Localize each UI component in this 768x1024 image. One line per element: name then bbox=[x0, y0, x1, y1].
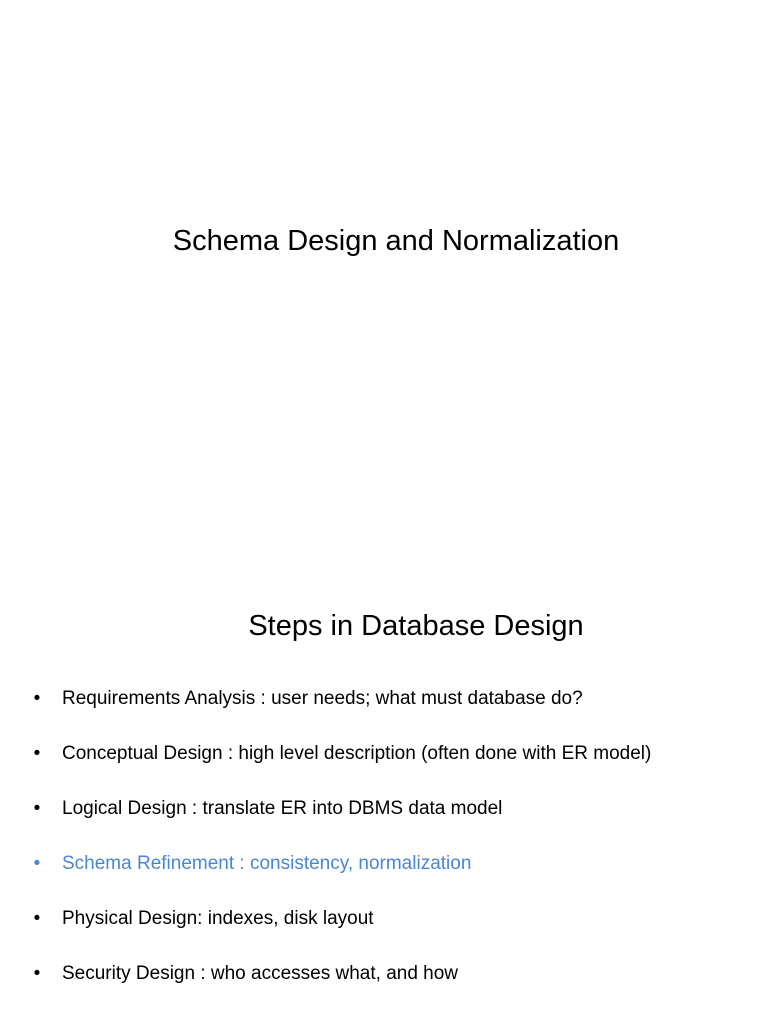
bullet-text: Physical Design: indexes, disk layout bbox=[62, 908, 374, 929]
bullet-text: Logical Design : translate ER into DBMS data model bbox=[62, 798, 503, 819]
bullet-item bbox=[0, 793, 768, 848]
bullet-icon: • bbox=[33, 688, 41, 709]
bullet-item-highlighted bbox=[0, 848, 768, 903]
bullet-text: Requirements Analysis : user needs; what must database do? bbox=[62, 688, 583, 709]
bullet-icon: • bbox=[33, 798, 41, 819]
bullet-icon: • bbox=[33, 963, 41, 984]
bullet-list bbox=[0, 683, 768, 1013]
bullet-item bbox=[0, 958, 768, 1013]
bullet-icon: • bbox=[33, 853, 41, 874]
bullet-icon: • bbox=[33, 743, 41, 764]
slide-1-title: Schema Design and Normalization bbox=[172, 225, 620, 257]
bullet-text: Conceptual Design : high level description (often done with ER model) bbox=[62, 743, 652, 764]
bullet-text: Schema Refinement : consistency, normalization bbox=[62, 853, 472, 874]
bullet-item bbox=[0, 738, 768, 793]
slide-2-title: Steps in Database Design bbox=[248, 610, 584, 642]
bullet-item bbox=[0, 903, 768, 958]
bullet-text: Security Design : who accesses what, and how bbox=[62, 963, 459, 984]
bullet-item bbox=[0, 683, 768, 738]
bullet-icon: • bbox=[33, 908, 41, 929]
